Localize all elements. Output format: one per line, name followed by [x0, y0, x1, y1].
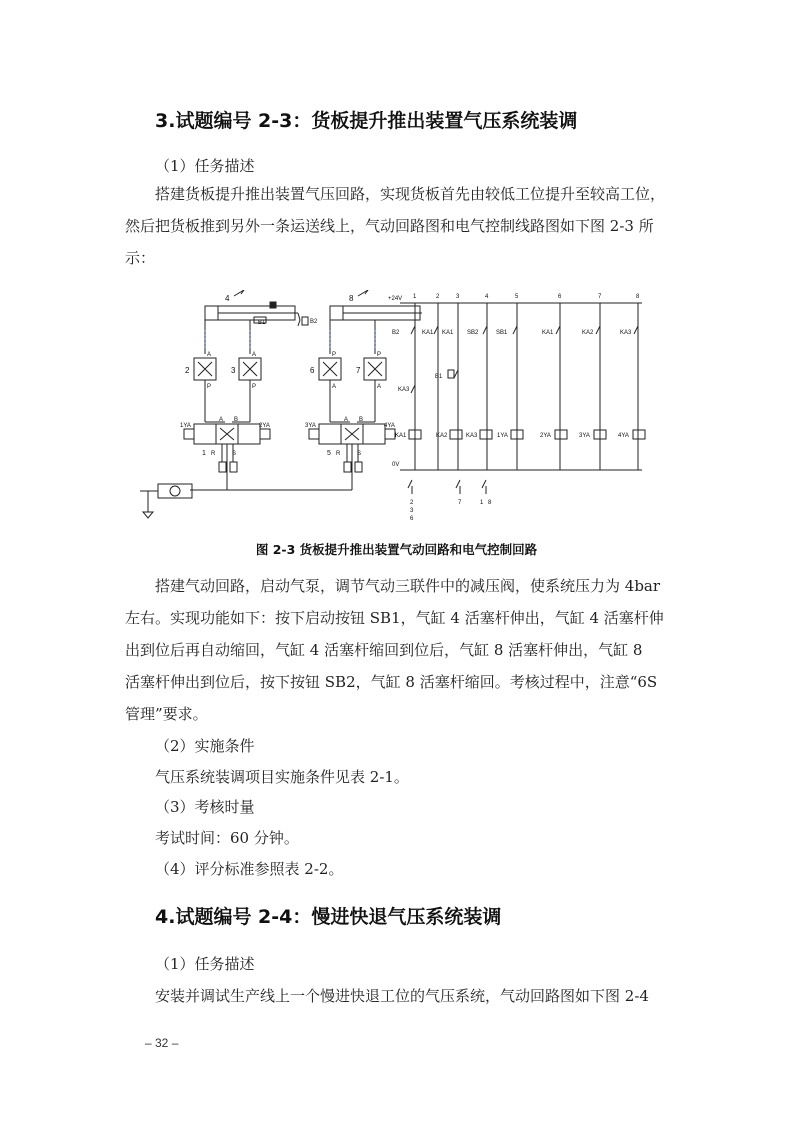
solenoid-3ya-label: 3YA [305, 423, 316, 429]
section-3-title: 3.试题编号 2-3：货板提升推出装置气压系统装调 [155, 110, 578, 132]
column-label: 8 [636, 294, 640, 300]
port-label: B [234, 417, 239, 423]
contact-ka1-label: KA1 [442, 330, 454, 336]
coil-ka1-label: KA1 [395, 433, 407, 439]
ref-label: 8 [488, 500, 492, 506]
valve-5-label: 5 [327, 450, 331, 457]
subheading-scoring: （4）评分标准参照表 2-2。 [155, 860, 344, 878]
paragraph-line: 安装并调试生产线上一个慢进快退工位的气压系统，气动回路图如下图 2-4 [155, 987, 649, 1005]
contact-b1-label: B1 [435, 374, 443, 380]
port-label: S [232, 451, 237, 457]
paragraph-line: 示： [125, 249, 156, 267]
coil-ka3-label: KA3 [466, 433, 478, 439]
contact-sb1-label: SB1 [496, 330, 508, 336]
port-label: A [344, 417, 349, 423]
paragraph-line: 左右。实现功能如下：按下启动按钮 SB1，气缸 4 活塞杆伸出，气缸 4 活塞杆伸 [125, 609, 664, 627]
subheading-task-description: （1）任务描述 [155, 157, 255, 175]
subheading-conditions: （2）实施条件 [155, 737, 255, 755]
contact-b2-label: B2 [392, 330, 400, 336]
solenoid-2ya-label: 2YA [259, 423, 270, 429]
coil-2ya-label: 2YA [540, 433, 551, 439]
column-label: 1 [413, 294, 417, 300]
ref-label: 1 [480, 500, 484, 506]
pneumatic-electrical-circuit-diagram [130, 290, 670, 530]
port-label: A [332, 384, 337, 390]
port-label: P [207, 384, 212, 390]
paragraph-line: 气压系统装调项目实施条件见表 2-1。 [155, 768, 409, 786]
paragraph-line: 搭建货板提升推出装置气压回路，实现货板首先由较低工位提升至较高工位， [155, 185, 666, 203]
paragraph-line: 管理”要求。 [125, 705, 208, 723]
solenoid-1ya-label: 1YA [180, 423, 191, 429]
port-label: B [359, 417, 364, 423]
port-label: A [377, 384, 382, 390]
contact-ka1-label: KA1 [542, 330, 554, 336]
contact-sb2-label: SB2 [467, 330, 479, 336]
subheading-task-description: （1）任务描述 [155, 955, 255, 973]
supply-24v-label: +24V [388, 296, 403, 302]
ref-label: 3 [410, 508, 414, 514]
port-label: P [252, 384, 257, 390]
column-label: 7 [598, 294, 602, 300]
column-label: 2 [436, 294, 440, 300]
contact-ka3-label: KA3 [620, 330, 632, 336]
coil-ka2-label: KA2 [436, 433, 448, 439]
valve-3-label: 3 [231, 366, 236, 375]
port-label: S [357, 451, 362, 457]
sensor-b2-label: B2 [310, 319, 318, 325]
coil-4ya-label: 4YA [618, 433, 629, 439]
supply-0v-label: 0V [392, 462, 400, 468]
paragraph-line: 搭建气动回路，启动气泵，调节气动三联件中的减压阀，使系统压力为 4bar [155, 577, 661, 595]
paragraph-line: 出到位后再自动缩回，气缸 4 活塞杆缩回到位后，气缸 8 活塞杆伸出，气缸 8 [125, 641, 643, 659]
contact-ka2-label: KA2 [582, 330, 594, 336]
port-label: P [332, 352, 337, 358]
page-number: – 32 – [145, 1036, 179, 1050]
contact-ka1-label: KA1 [422, 330, 434, 336]
port-label: A [252, 352, 257, 358]
column-label: 4 [485, 294, 489, 300]
paragraph-line: 然后把货板推到另外一条运送线上，气动回路图和电气控制线路图如下图 2-3 所 [125, 217, 654, 235]
column-label: 3 [456, 294, 460, 300]
paragraph-line: 活塞杆伸出到位后，按下按钮 SB2，气缸 8 活塞杆缩回。考核过程中，注意“6S [125, 673, 658, 691]
sensor-b1-label: B1 [258, 320, 266, 326]
ref-label: 7 [458, 500, 462, 506]
port-label: A [207, 352, 212, 358]
cylinder-8-label: 8 [349, 294, 354, 303]
solenoid-4ya-label: 4YA [384, 423, 395, 429]
valve-1-label: 1 [202, 450, 206, 457]
column-label: 6 [558, 294, 562, 300]
ref-label: 6 [410, 516, 414, 522]
subheading-time: （3）考核时量 [155, 798, 255, 816]
ref-label: 2 [410, 500, 414, 506]
figure-caption: 图 2-3 货板提升推出装置气动回路和电气控制回路 [255, 542, 538, 557]
column-label: 5 [515, 294, 519, 300]
paragraph-line: 考试时间：60 分钟。 [155, 829, 299, 847]
port-label: R [211, 451, 216, 457]
port-label: A [219, 417, 224, 423]
valve-6-label: 6 [310, 366, 315, 375]
section-4-title: 4.试题编号 2-4：慢进快退气压系统装调 [155, 906, 502, 928]
coil-1ya-label: 1YA [497, 433, 508, 439]
contact-ka3-label: KA3 [398, 387, 410, 393]
port-label: P [377, 352, 382, 358]
valve-2-label: 2 [185, 366, 190, 375]
coil-3ya-label: 3YA [579, 433, 590, 439]
port-label: R [336, 451, 341, 457]
valve-7-label: 7 [356, 366, 361, 375]
cylinder-4-label: 4 [225, 294, 230, 303]
